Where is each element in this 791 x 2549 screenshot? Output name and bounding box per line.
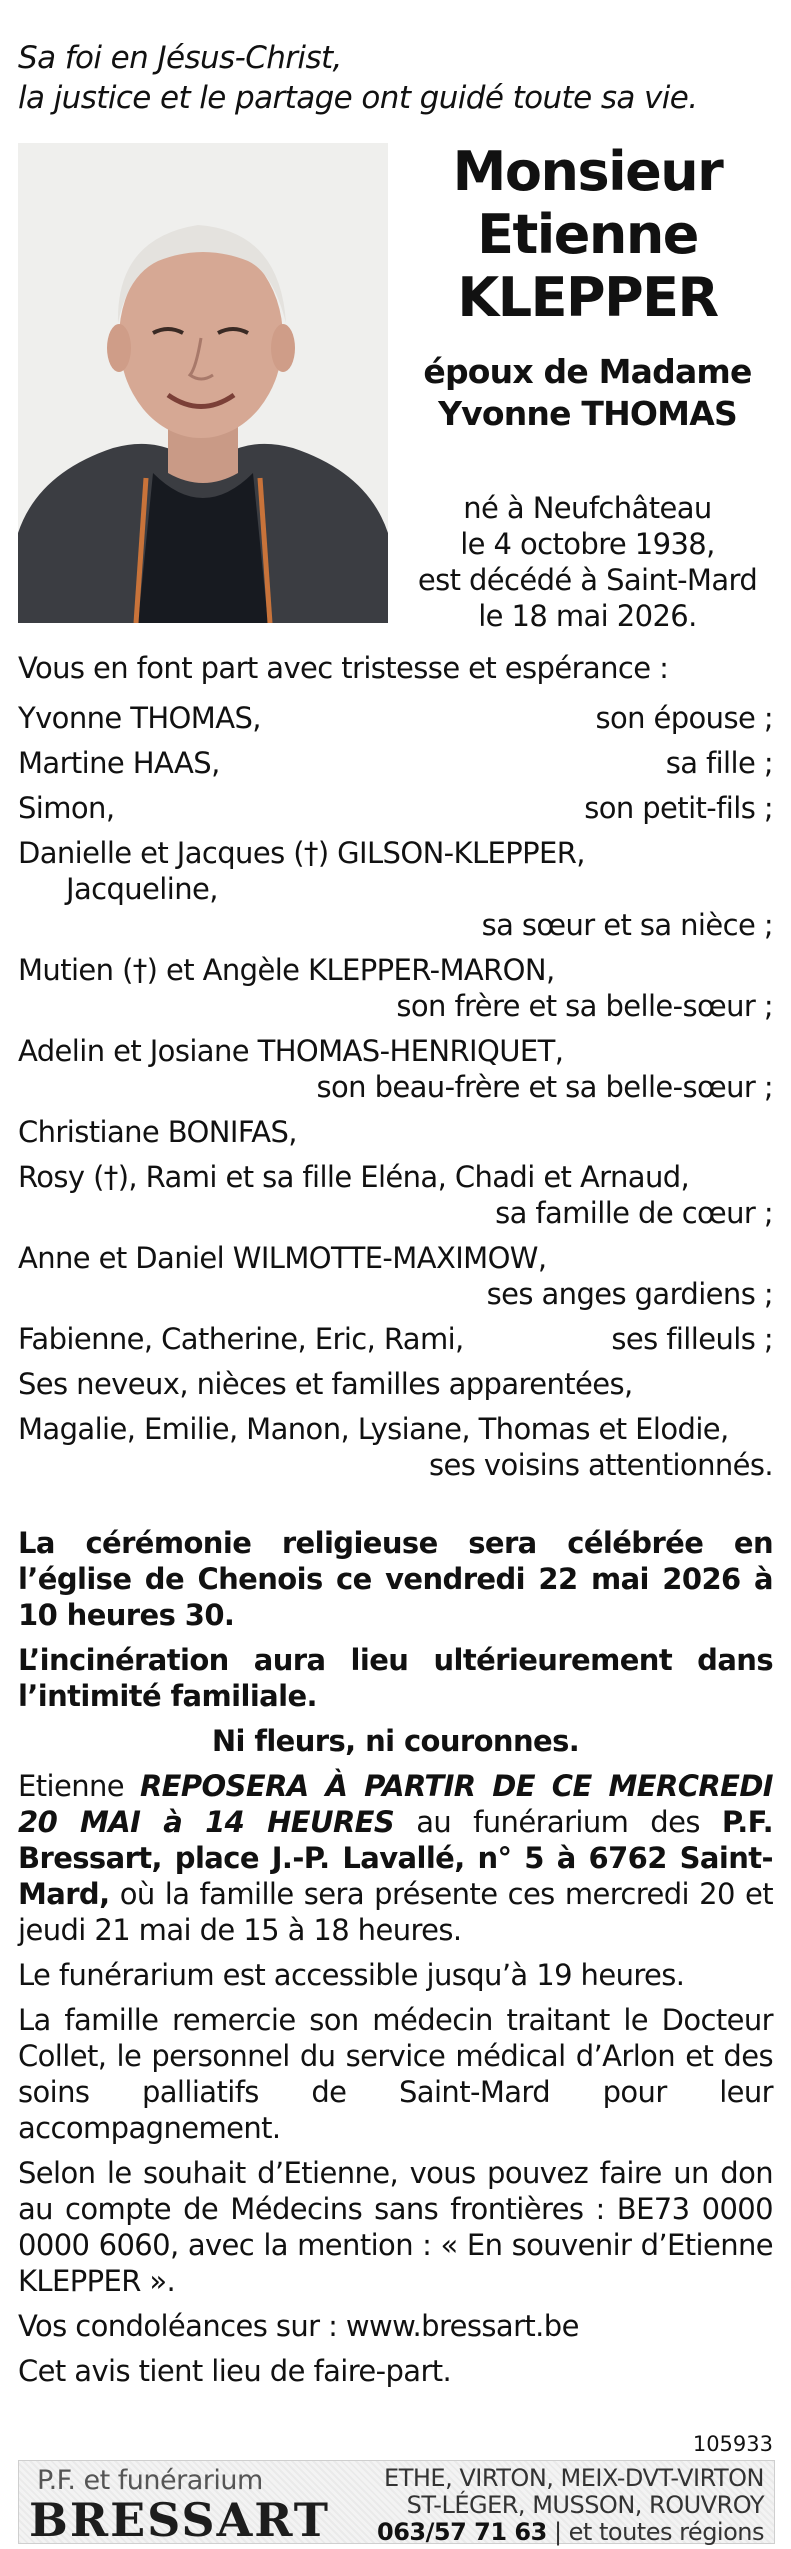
mourner-row <box>18 745 773 781</box>
mourner-name: Fabienne, Catherine, Eric, Rami, <box>18 1322 464 1356</box>
condolences-notice: Vos condoléances sur : www.bressart.be <box>18 2309 579 2343</box>
death-line-1: est décédé à Saint-Mard <box>417 563 758 597</box>
mourner-group <box>18 1411 773 1483</box>
mourner-group <box>18 1159 773 1231</box>
repose-text: au funérarium des <box>416 1805 700 1839</box>
epigraph <box>18 38 698 118</box>
epigraph-line-2: la justice et le partage ont guidé toute sa vie. <box>18 80 698 116</box>
mourner-relation: son frère et sa belle-sœur ; <box>396 989 773 1023</box>
mourner-relation: ses anges gardiens ; <box>486 1277 773 1311</box>
mourner-group <box>18 952 773 1024</box>
mourner-group <box>18 1033 773 1105</box>
mourner-name: Danielle et Jacques (†) GILSON-KLEPPER, <box>18 836 585 870</box>
mourner-relation: son petit-fils ; <box>584 791 773 825</box>
portrait-illustration <box>18 143 388 623</box>
mourner-group <box>18 1240 773 1312</box>
birth-death-info <box>400 490 775 634</box>
cremation-notice: L’incinération aura lieu ultérieurement dans l’intimité familiale. <box>18 1643 773 1713</box>
birth-line-1: né à Neufchâteau <box>463 491 712 525</box>
spouse-line-2: Yvonne THOMAS <box>438 394 737 433</box>
mourner-relation: son épouse ; <box>595 701 773 735</box>
donation-notice: Selon le souhait d’Etienne, vous pouvez faire un don au compte de Médecins sans frontières : BE73 0000 0000 6060, avec la mention : « En souvenir d’Etienne KLEPPER ». <box>18 2156 773 2298</box>
mourner-name: Yvonne THOMAS, <box>18 701 261 735</box>
footer-pf-label: P.F. et funérarium <box>37 2465 263 2496</box>
mourners-list <box>18 700 773 1483</box>
mourner-name: Ses neveux, nièces et familles apparentées, <box>18 1367 633 1401</box>
portrait-photo <box>18 143 388 623</box>
repose-name: Etienne <box>18 1769 124 1803</box>
funeral-notices <box>18 1525 773 2398</box>
footer-regions: | et toutes régions <box>553 2518 764 2546</box>
mourner-relation: son beau-frère et sa belle-sœur ; <box>316 1070 773 1104</box>
death-line-2: le 18 mai 2026. <box>478 599 697 633</box>
flowers-notice: Ni fleurs, ni couronnes. <box>211 1724 580 1758</box>
mourner-relation: sa famille de cœur ; <box>495 1196 773 1230</box>
mourner-relation: sa fille ; <box>665 746 773 780</box>
reference-number: 105933 <box>692 2432 773 2456</box>
mourner-name: Christiane BONIFAS, <box>18 1115 297 1149</box>
deceased-first-name: Etienne <box>477 203 698 266</box>
mourner-name: Simon, <box>18 791 115 825</box>
epigraph-line-1: Sa foi en Jésus-Christ, <box>18 40 342 76</box>
mourner-name: Anne et Daniel WILMOTTE-MAXIMOW, <box>18 1241 547 1275</box>
mourner-name: Adelin et Josiane THOMAS-HENRIQUET, <box>18 1034 564 1068</box>
repose-date: REPOSERA À PARTIR DE CE MERCREDI 20 MAI à 14 HEURES <box>18 1769 773 1839</box>
faire-part-notice: Cet avis tient lieu de faire-part. <box>18 2354 452 2388</box>
mourner-row <box>18 700 773 736</box>
mourner-relation: ses voisins attentionnés. <box>429 1448 773 1482</box>
mourner-relation: ses filleuls ; <box>611 1322 773 1356</box>
spouse-line-1: époux de Madame <box>423 352 752 391</box>
funeral-home-footer <box>18 2460 775 2547</box>
deceased-last-name: KLEPPER <box>457 266 718 329</box>
funeral-home-address: P.F. Bressart, place J.-P. Lavallé, n° 5 à 6762 Saint-Mard, <box>18 1805 773 1911</box>
mourner-name: Magalie, Emilie, Manon, Lysiane, Thomas et Elodie, <box>18 1412 729 1446</box>
intro-text: Vous en font part avec tristesse et espérance : <box>18 651 669 685</box>
mourner-name: Mutien (†) et Angèle KLEPPER-MARON, <box>18 953 555 987</box>
mourner-row <box>18 790 773 826</box>
footer-phone: 063/57 71 63 <box>377 2518 547 2546</box>
visiting-hours: où la famille sera présente ces mercredi 20 et jeudi 21 mai de 15 à 18 heures. <box>18 1877 773 1947</box>
mourner-group <box>18 835 773 943</box>
mourner-row <box>18 1321 773 1357</box>
mourner-name: Rosy (†), Rami et sa fille Eléna, Chadi et Arnaud, <box>18 1160 690 1194</box>
deceased-name-block <box>400 140 775 435</box>
footer-towns-line-1: ETHE, VIRTON, MEIX-DVT-VIRTON <box>384 2464 764 2492</box>
deceased-title: Monsieur <box>452 140 723 203</box>
footer-locations <box>377 2465 764 2546</box>
mourner-relation: sa sœur et sa nièce ; <box>481 908 773 942</box>
ceremony-notice: La cérémonie religieuse sera célébrée en l’église de Chenois ce vendredi 22 mai 2026 à 10 heures 30. <box>18 1526 773 1632</box>
footer-towns-line-2: ST-LÉGER, MUSSON, ROUVROY <box>406 2491 764 2519</box>
mourner-name: Martine HAAS, <box>18 746 220 780</box>
birth-line-2: le 4 octobre 1938, <box>460 527 715 561</box>
repose-notice <box>18 1768 773 1948</box>
mourner-name: Jacqueline, <box>66 872 218 906</box>
access-notice: Le funérarium est accessible jusqu’à 19 heures. <box>18 1958 685 1992</box>
thanks-notice: La famille remercie son médecin traitant le Docteur Collet, le personnel du service médical d’Arlon et des soins palliatifs de Saint-Mard pour leur accompagnement. <box>18 2003 773 2145</box>
footer-brand-logo: BRESSART <box>29 2493 330 2547</box>
